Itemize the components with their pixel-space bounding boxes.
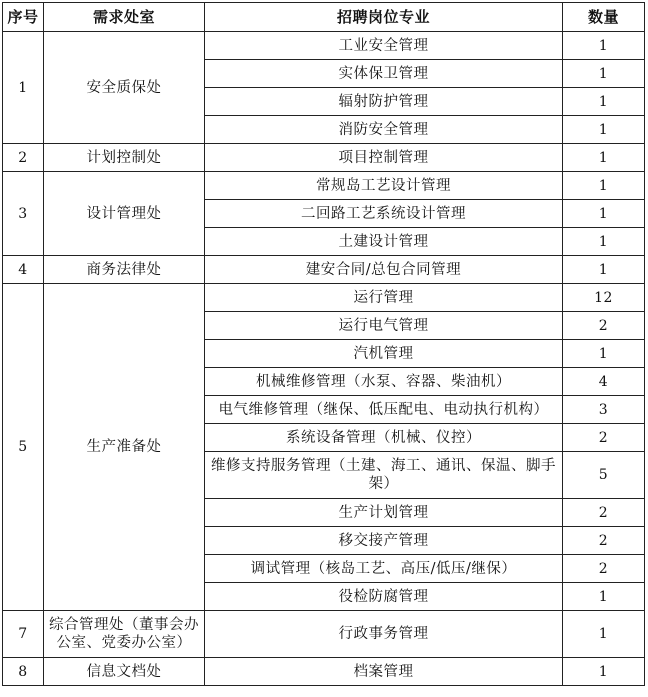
cell-count: 12 [563,284,645,312]
cell-count: 1 [563,116,645,144]
cell-dept: 设计管理处 [44,172,205,256]
cell-count: 4 [563,368,645,396]
cell-position: 维修支持服务管理（土建、海工、通讯、保温、脚手架） [205,452,563,499]
cell-seq: 3 [3,172,44,256]
table-row [3,284,645,312]
cell-position: 调试管理（核岛工艺、高压/低压/继保） [205,555,563,583]
table-row [3,658,645,686]
cell-position: 汽机管理 [205,340,563,368]
cell-position: 实体保卫管理 [205,60,563,88]
cell-seq: 1 [3,32,44,144]
table-row [3,144,645,172]
cell-dept: 生产准备处 [44,284,205,611]
cell-seq: 8 [3,658,44,686]
header-dept: 需求处室 [44,3,205,32]
cell-count: 1 [563,144,645,172]
cell-dept: 安全质保处 [44,32,205,144]
cell-position: 项目控制管理 [205,144,563,172]
cell-count: 1 [563,228,645,256]
table-row [3,256,645,284]
table-row [3,172,645,200]
header-count: 数量 [563,3,645,32]
cell-dept: 计划控制处 [44,144,205,172]
cell-position: 运行管理 [205,284,563,312]
cell-count: 2 [563,424,645,452]
cell-position: 土建设计管理 [205,228,563,256]
cell-count: 2 [563,527,645,555]
cell-count: 1 [563,32,645,60]
cell-count: 5 [563,452,645,499]
cell-position: 工业安全管理 [205,32,563,60]
cell-count: 2 [563,499,645,527]
table-row [3,611,645,658]
cell-position: 机械维修管理（水泵、容器、柴油机） [205,368,563,396]
cell-count: 2 [563,312,645,340]
cell-position: 系统设备管理（机械、仪控） [205,424,563,452]
cell-count: 2 [563,555,645,583]
header-position: 招聘岗位专业 [205,3,563,32]
cell-seq: 5 [3,284,44,611]
cell-position: 二回路工艺系统设计管理 [205,200,563,228]
cell-count: 1 [563,88,645,116]
cell-count: 1 [563,60,645,88]
cell-count: 1 [563,611,645,658]
cell-seq: 2 [3,144,44,172]
recruitment-table [2,2,645,686]
cell-position: 建安合同/总包合同管理 [205,256,563,284]
cell-position: 役检防腐管理 [205,583,563,611]
header-row [3,3,645,32]
cell-position: 辐射防护管理 [205,88,563,116]
cell-position: 运行电气管理 [205,312,563,340]
cell-dept: 综合管理处（董事会办公室、党委办公室） [44,611,205,658]
cell-position: 常规岛工艺设计管理 [205,172,563,200]
cell-seq: 4 [3,256,44,284]
cell-count: 1 [563,200,645,228]
cell-dept: 商务法律处 [44,256,205,284]
cell-count: 3 [563,396,645,424]
table-body [3,32,645,686]
cell-position: 电气维修管理（继保、低压配电、电动执行机构） [205,396,563,424]
cell-position: 消防安全管理 [205,116,563,144]
cell-count: 1 [563,583,645,611]
header-seq: 序号 [3,3,44,32]
cell-position: 生产计划管理 [205,499,563,527]
cell-dept: 信息文档处 [44,658,205,686]
cell-seq: 7 [3,611,44,658]
cell-count: 1 [563,256,645,284]
cell-position: 移交接产管理 [205,527,563,555]
cell-position: 行政事务管理 [205,611,563,658]
cell-count: 1 [563,172,645,200]
cell-count: 1 [563,658,645,686]
cell-count: 1 [563,340,645,368]
table-row [3,32,645,60]
cell-position: 档案管理 [205,658,563,686]
